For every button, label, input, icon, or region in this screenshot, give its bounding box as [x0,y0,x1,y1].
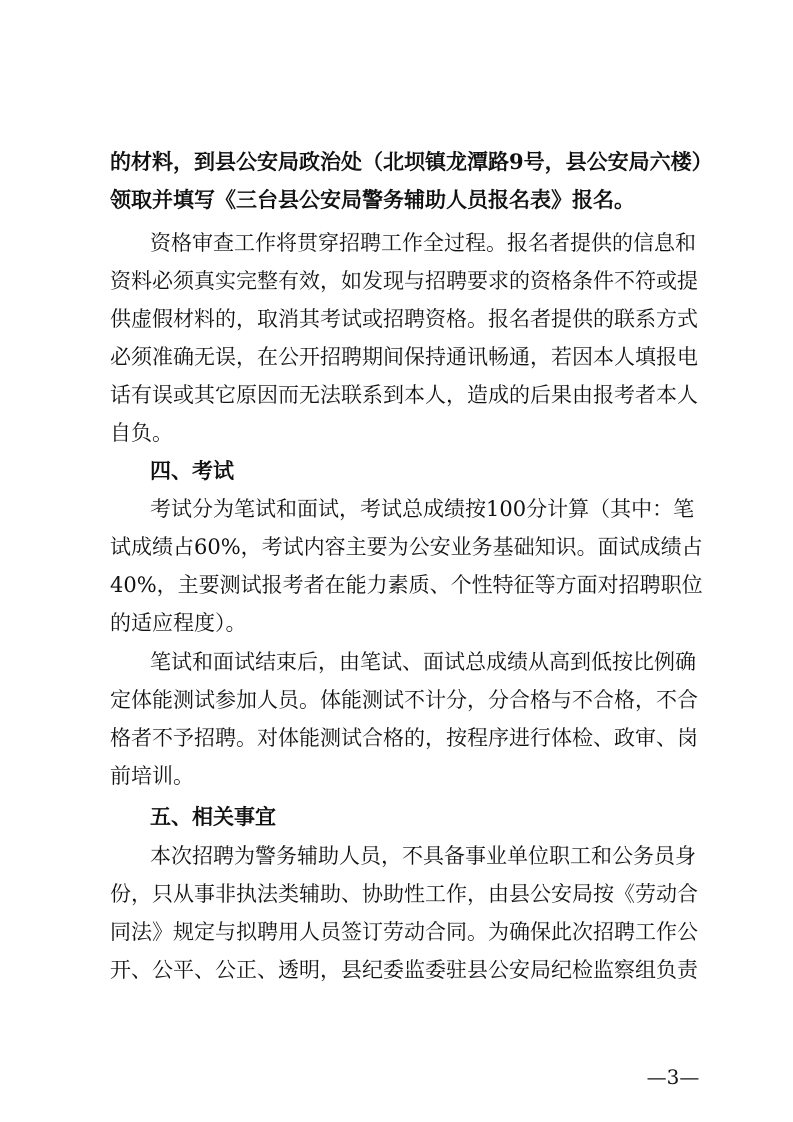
paragraph-line: 40%，主要测试报考者在能力素质、个性特征等方面对招聘职位 [110,573,703,597]
paragraph-line: 领取并填写《三台县公安局警务辅助人员报名表》报名。 [110,187,635,212]
paragraph-line: 本次招聘为警务辅助人员，不具备事业单位职工和公务员身 [150,844,696,868]
paragraph-line: 同法》规定与拟聘用人员签订劳动合同。为确保此次招聘工作公 [110,920,698,944]
paragraph-line: 自负。 [110,421,173,445]
paragraph-line: 定体能测试参加人员。体能测试不计分，分合格与不合格，不合 [110,688,698,712]
paragraph-line: 资料必须真实完整有效，如发现与招聘要求的资格条件不符或提 [110,269,698,293]
paragraph-line: 笔试和面试结束后，由笔试、面试总成绩从高到低按比例确 [150,650,696,674]
paragraph-line: 话有误或其它原因而无法联系到本人，造成的后果由报考者本人 [110,383,698,407]
paragraph-line: 资格审查工作将贯穿招聘工作全过程。报名者提供的信息和 [150,231,696,255]
page-number: —3— [646,1065,700,1089]
paragraph-line: 的适应程度）。 [110,611,247,635]
paragraph-line: 试成绩占60%，考试内容主要为公安业务基础知识。面试成绩占 [110,535,703,559]
paragraph-line: 的材料，到县公安局政治处（北坝镇龙潭路9号，县公安局六楼） [110,149,713,174]
paragraph-line: 份，只从事非执法类辅助、协助性工作，由县公安局按《劳动合 [110,882,698,906]
section-heading-related-matters: 五、相关事宜 [150,804,276,829]
paragraph-line: 前培训。 [110,764,194,788]
paragraph-line: 格者不予招聘。对体能测试合格的，按程序进行体检、政审、岗 [110,726,698,750]
paragraph-line: 考试分为笔试和面试，考试总成绩按100分计算（其中：笔 [150,497,695,521]
paragraph-line: 开、公平、公正、透明，县纪委监委驻县公安局纪检监察组负责 [110,958,698,982]
paragraph-line: 必须准确无误，在公开招聘期间保持通讯畅通，若因本人填报电 [110,345,698,369]
paragraph-line: 供虚假材料的，取消其考试或招聘资格。报名者提供的联系方式 [110,307,698,331]
section-heading-exam: 四、考试 [150,458,234,483]
